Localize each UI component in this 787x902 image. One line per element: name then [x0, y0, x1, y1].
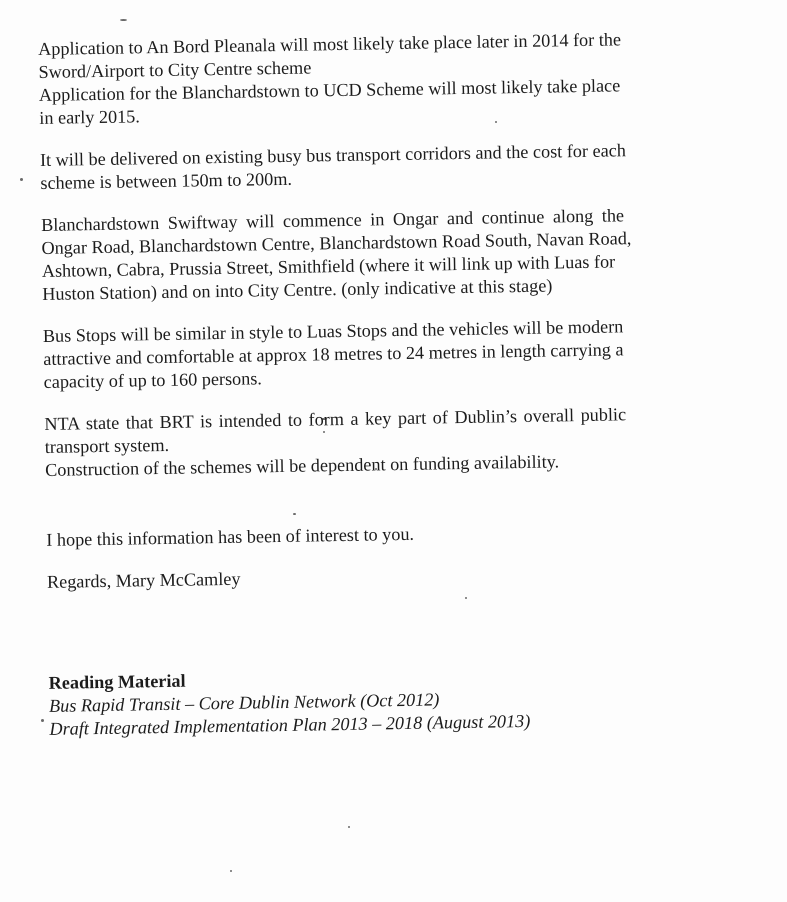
paragraph-application-timeline: [38, 26, 739, 130]
text-line: Bus Stops will be similar in style to Luas Stops and the vehicles will be modern: [42, 316, 624, 346]
reading-material-item: Draft Integrated Implementation Plan 2013 – 2018 (August 2013): [49, 710, 531, 739]
reading-material-heading: Reading Material: [48, 670, 186, 693]
text-line: Ongar Road, Blanchardstown Centre, Blanchardstown Road South, Navan Road,: [41, 228, 632, 258]
scan-speck: [41, 719, 44, 722]
text-line: Application for the Blanchardstown to UCD Scheme will most likely take place: [38, 75, 621, 105]
text-line: It will be delivered on existing busy bus transport corridors and the cost for each: [39, 140, 626, 170]
text-line: Blanchardstown Swiftway will commence in Ongar and continue along the: [40, 205, 625, 235]
text-line: transport system.: [44, 434, 170, 457]
paragraph-bus-stops: [43, 313, 744, 394]
signoff: [47, 559, 747, 594]
text-line: scheme is between 150m to 200m.: [40, 168, 293, 193]
reading-material-section: [49, 660, 750, 741]
text-line: Huston Station) and on into City Centre. (only indicative at this stage): [42, 275, 553, 304]
text-line: NTA state that BRT is intended to form a key part of Dublin’s overall public: [44, 404, 627, 434]
scan-speck: [230, 870, 232, 872]
scan-speck: [348, 826, 350, 828]
paragraph-delivery-cost: [40, 137, 741, 195]
text-line: attractive and comfortable at approx 18 metres to 24 metres in length carrying a: [43, 339, 624, 369]
text-line: capacity of up to 160 persons.: [43, 368, 263, 392]
text-line: Ashtown, Cabra, Prussia Street, Smithfield (where it will link up with Luas for: [41, 251, 616, 281]
reading-material-item: Bus Rapid Transit – Core Dublin Network (Oct 2012): [48, 689, 440, 716]
scan-speck: [20, 178, 23, 181]
text-line: Application to An Bord Pleanala will most likely take place later in 2014 for the: [38, 29, 622, 59]
paragraph-nta-statement: [44, 401, 745, 482]
scan-speck: [120, 19, 127, 21]
letter-body: [38, 26, 750, 741]
text-line: Regards, Mary McCamley: [46, 568, 241, 592]
text-line: Construction of the schemes will be dependent on funding availability.: [44, 451, 560, 480]
text-line: in early 2015.: [39, 106, 140, 128]
text-line: Sword/Airport to City Centre scheme: [38, 57, 312, 82]
paragraph-swiftway-route: [41, 202, 742, 306]
text-line: I hope this information has been of interest to you.: [46, 523, 415, 550]
